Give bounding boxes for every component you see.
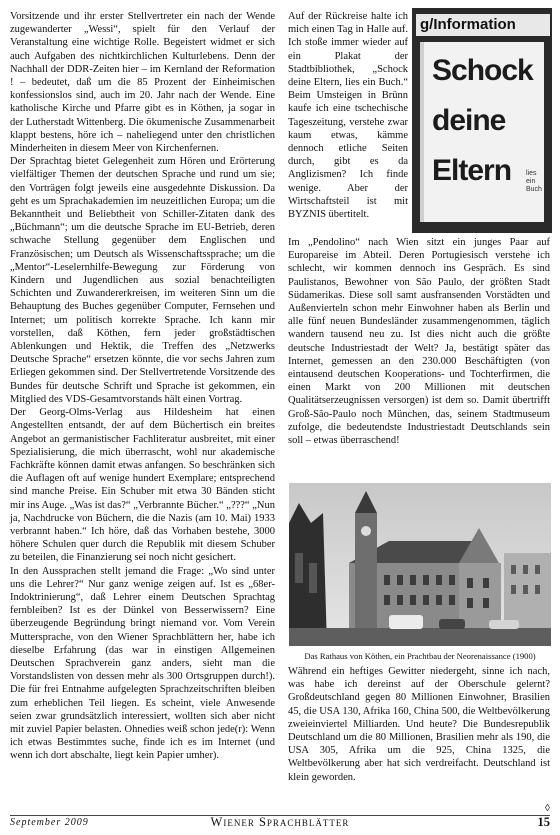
photo-caption: Das Rathaus von Köthen, ein Prachtbau der Neorenaissance (1900) <box>304 651 536 661</box>
paragraph: Während ein heftiges Gewitter niedergeht, sinne ich nach, was habe ich dereinst auf der Oberschule gelernt? Großdeutschland gegen 80 Millionen Einwohner, Brasilien 45, die USA 130, Afrika 160, China 500, die Weltbevölkerung zweieinviertel Milliarden. Und heute? Die Bundesrepublik Deutschland um die 80 Millionen, Brasilien mehr als 190, die USA 305, Afrika um die 925, China 1325, die Weltbevölkerung aber hat sich verdreifacht. Deutschland ist klein geworden. <box>288 666 550 783</box>
poster-word: Schock <box>432 54 533 87</box>
page-number: 15 <box>537 815 550 829</box>
right-column <box>288 236 550 447</box>
paragraph: Auf der Rückreise halte ich mich einen Tag in Halle auf. Ich stoße immer wieder auf ein Plakat der Stadtbibliothek, „Schock deine Eltern, lies ein Buch.“ Beim Umsteigen in Brünn kaufe ich eine tschechische Tageszeitung, verstehe zwar kaum etwas, kämme dennoch etliche Seiten durch, gibt es da Anglizismen? Ich finde wenige. Aber der Wirtschaftsteil ist mit BYZNIS übertitelt. <box>288 11 408 221</box>
poster-small-text: lies ein Buch <box>526 170 542 193</box>
paragraph: Der Sprachtag bietet Gelegenheit zum Hören und Erörterung vielfältiger Themen der deutschen Sprache und rund um sie; den Vorträgen folgt jeweils eine ausgedehnte Diskussion. Da geht es um Sprachakademien im neuzeitlichen Europa; um die Bekanntheit und Beliebtheit von Schiller-Zitaten dank des „Büchmann“; um die deutsche Sprache im EU-Betrieb, deren schwache Stellung gegenüber dem Englischen und Französischen; um Deutsch als Wissenschaftssprache; um die „Mentor“-Leselernhilfe-Bewegung zur Förderung von Kindern und Jugendlichen aus sozial benachteiligten Schichten und Zuwandererkreisen, im weiteren Sinn um die Behauptung des Buches gegenüber Computer, Fernsehen und Internet; um politisch korrekte Sprache. Ich kann mir vorstellen, daß Köthen, fern jeder großstädtischen Ablenkungen und Hektik, die Treffen des „Netzwerks Deutsche Sprache“ ersetzen könnte, die vor sechs Jahren zum Erliegen gekommen sind. Der Stellvertretende Vorsitzende des Bundes für deutsche Schrift und Sprache ist gekommen, ein Mitglied des VDS-Gesamtvorstands hält einen Vortrag. <box>10 156 275 405</box>
right-bottom-column <box>288 665 550 784</box>
poster-header: g/Information <box>416 14 550 36</box>
poster-card <box>420 42 544 222</box>
paragraph: Im „Pendolino“ nach Wien sitzt ein junges Paar auf Europareise im Abteil. Deren Portugiesisch verstehe ich schlecht, wir kommen dennoch ins Gespräch. Es sind Paulistanos, Bewohner von São Paulo, der größten Stadt Südamerikas. Diese soll samt ausfransenden Vorstädten und Außenvierteln schon mehr Einwohner haben als Berlin und alle fünf neuen Bundesländer zusammengenommen, täglich wandern tausend neu zu. Ist dies nicht auch die größte deutsche Industriestadt der Welt? Ja, bestätigt später das Internet, gemessen an den 230.000 Beschäftigten (von eintausend deutschen Kooperations- und Tochterfirmen, die einen Markt von 200 Millionen mit deutschen Qualitätserzeugnissen versorgen) ist dem so. Damit übertrifft Groß-São-Paulo noch München, das, seinem Stadtmuseum zufolge, die bedeutendste Industriestadt Deutschlands sein soll – etwas überraschend! <box>288 237 550 447</box>
left-column <box>10 10 275 763</box>
right-top-column <box>288 10 408 221</box>
paragraph: In den Aussprachen stellt jemand die Frage: „Wo sind unter uns die Lehrer?“ Nur ganz wenige zeigen auf. Ist es „68er-Indoktrinierung“, daß Lehrer einem Deutschen Sprachtag fernbleiben? Ist es der Dünkel von Besserwissern? Eine überzeugende Begründung bringt niemand vor. Vom Verein Muttersprache, von den Wiener Sprachblättern her, habe ich dieselbe Erfahrung (das war in einstigen Allgemeinen Deutschen Sprachverein ganz anders, sieht man die Vorstandslisten von dessen mehr als 300 Ortsgruppen durch!). Die für frei Entnahme aufgelegten Sprachzeitschriften bleiben zum erheblichen Teil liegen. Es scheint, viele Anwesende seien zwar grundsätzlich interessiert, wollten sich aber nicht mit zuviel Papier belasten. Ohnedies weiß schon jede(r): Wenn ich etwas Bestimmtes suche, finde ich es im Internet (und wenn ich dort abschalte, liegt kein Papier umher). <box>10 565 275 762</box>
paragraph: Der Georg-Olms-Verlag aus Hildesheim hat einen Angestellten entsandt, der auf dem Büchertisch ein breites Angebot an germanistischer Fachliteratur ausbreitet, mit einer Spezialisierung, die mich überrascht, wohl nur akademische Fachkräfte können damit etwas anfangen. So beschränken sich die Auflagen oft auf wenige hundert Exemplare; entsprechend sind manche Preise. Ein Schuber mit etwa 30 Bänden sticht mir ins Auge. „Was ist das?“ „Verbrannte Bücher.“ „???“ „Nun ja, Nachdrucke von Büchern, die die Nazis (am 10. Mai) 1933 verbrannt haben.“ Ich höre, daß das Vorhaben bestehe, 3000 höhere Schulen quer durch die Republik mit diesem Schuber zu beteilen, die Finanzierung sei noch nicht gesichert. <box>10 407 275 564</box>
footer-date: September 2009 <box>10 817 89 828</box>
poster-word: Eltern <box>432 154 512 187</box>
paragraph: Vorsitzende und ihr erster Stellvertreter ein nach der Wende zugewanderter „Wessi“, spielt für den Verlauf der Veranstaltung eine wichtige Rolle. Begeistert widmet er sich auch Aufgaben des nichtkirchlichen Kulturlebens. Denn der Nachhall der DDR-Zeiten hier – im Kernland der Reformation ! – bedeutet, daß um die 85 Prozent der Einheimischen konfessionslos sind, auch im 20. Jahr nach der Wende. Eine katholische Kirche und Pfarre gibt es in Köthen, ja sogar in der Lutherstadt Wittenberg. Die ökumenische Zusammenarbeit klappt bestens, höre ich – naheliegend unter den christlichen Minderheiten in diesem Meer von Kirchenfernen. <box>10 11 275 155</box>
poster-photo <box>412 8 552 233</box>
footer-magazine-title: Wiener Sprachblätter <box>210 815 350 829</box>
end-mark: ◊ <box>545 803 550 814</box>
town-hall-photo <box>289 483 551 646</box>
poster-word: deine <box>432 104 506 137</box>
